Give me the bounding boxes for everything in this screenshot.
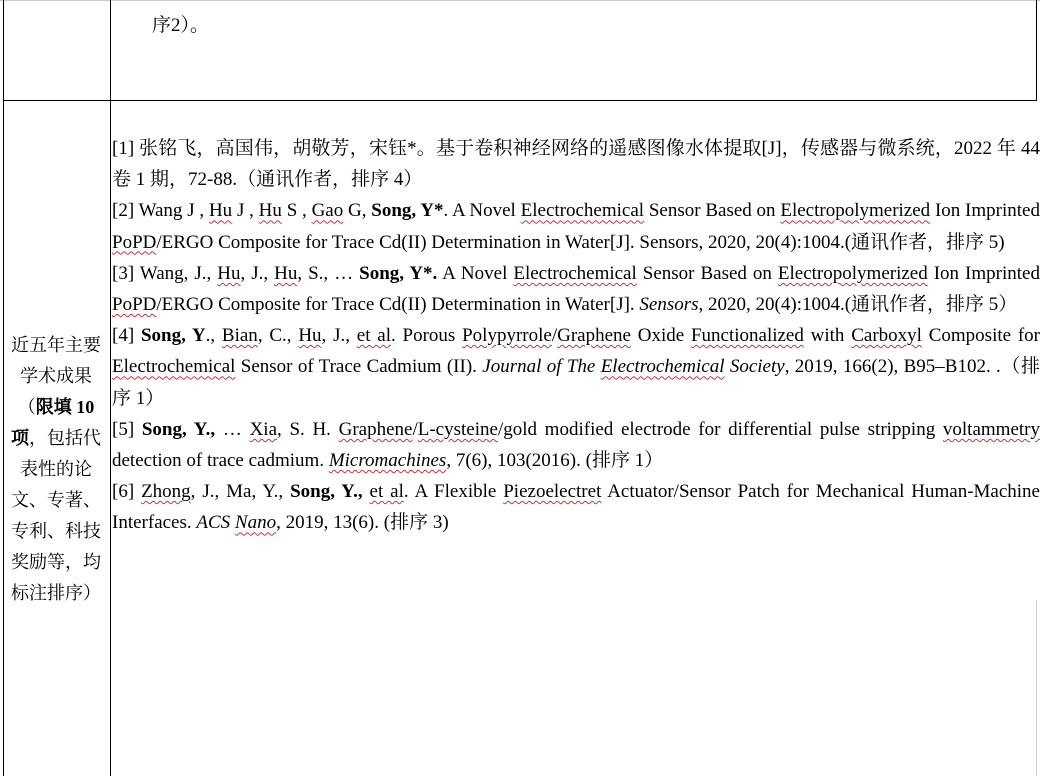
table-border-top [0, 0, 1040, 1]
section-label-line: （限填 10 [17, 397, 95, 417]
section-label-line: 近五年主要 [11, 335, 101, 355]
previous-row-text: 序2）。 [152, 15, 210, 36]
reference-item: [2] Wang J , Hu J , Hu S , Gao G, Song, Y*. A Novel Electrochemical Sensor Based on Electropolymerized Ion Imprinted PoPD/ERGO Composite for Trace Cd(II) Determination in Water[J]. Sensors, 2020, 20(4):1004.(通讯作者，排序 5) [112, 200, 1040, 253]
section-label-line: 学术成果 [20, 366, 92, 386]
row-divider [3, 100, 1037, 101]
table-border-right-lower [1036, 600, 1037, 776]
reference-list [112, 133, 1040, 539]
column-divider [110, 0, 111, 776]
section-label-line: 项，包括代 [11, 428, 101, 448]
section-label-line: 标注排序） [11, 583, 101, 603]
reference-item: [1] 张铭飞，高国伟，胡敬芳，宋钰*。基于卷积神经网络的遥感图像水体提取[J]，传感器与微系统，2022 年 44 卷 1 期，72-88.（通讯作者，排序 4） [112, 138, 1040, 191]
reference-item: [3] Wang, J., Hu, J., Hu, S., … Song, Y*. A Novel Electrochemical Sensor Based on Electropolymerized Ion Imprinted PoPD/ERGO Composite for Trace Cd(II) Determination in Water[J]. Sensors, 2020, 20(4):1004.(通讯作者，排序 5） [112, 262, 1040, 316]
section-label-line: 表性的论 [20, 459, 92, 479]
section-label-line: 专利、科技 [11, 521, 101, 541]
section-label-line: 文、专著、 [11, 490, 101, 510]
reference-item: [5] Song, Y., … Xia, S. H. Graphene/L-cysteine/gold modified electrode for differential pulse stripping voltammetry detection of trace cadmium. Micromachines, 7(6), 103(2016). (排序 1） [112, 418, 1040, 472]
section-label [3, 330, 109, 609]
table-border-right [1036, 0, 1037, 100]
section-label-line: 奖励等，均 [11, 552, 101, 572]
reference-item: [6] Zhong, J., Ma, Y., Song, Y., et al. A Flexible Piezoelectret Actuator/Sensor Patch for Mechanical Human-Machine Interfaces. ACS Nano, 2019, 13(6). (排序 3) [112, 481, 1040, 534]
reference-item: [4] Song, Y., Bian, C., Hu, J., et al. Porous Polypyrrole/Graphene Oxide Functionalized with Carboxyl Composite for Electrochemical Sensor of Trace Cadmium (II). Journal of The Electrochemical Society, 2019, 166(2), B95–B102. .（排序 1） [112, 325, 1040, 409]
